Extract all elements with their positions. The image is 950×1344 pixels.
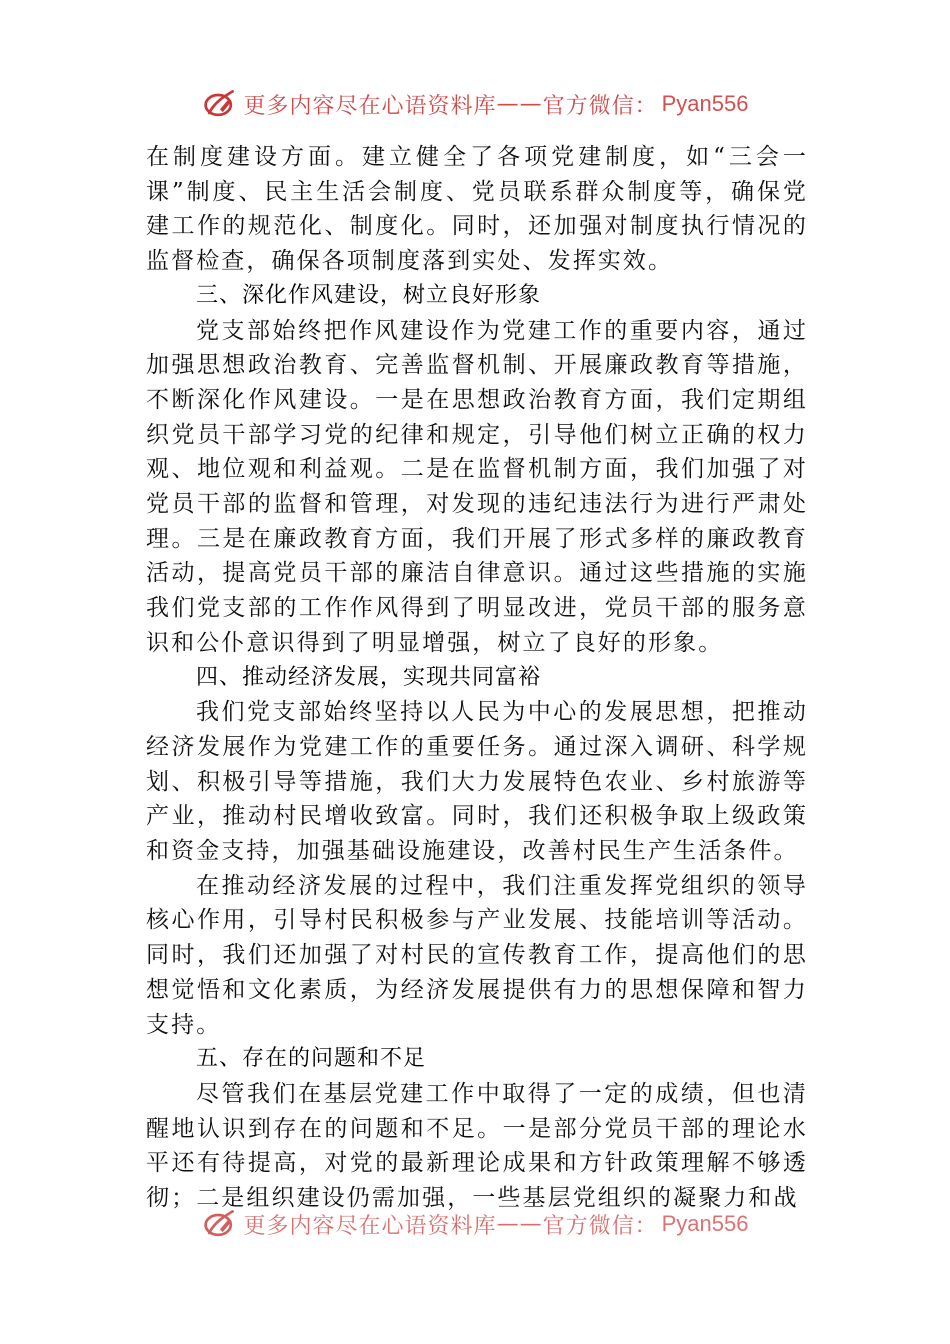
- heading-section-3: 三、深化作风建设，树立良好形象: [196, 282, 542, 308]
- watermark-name: 更多内容尽在心语资料库: [243, 1213, 497, 1239]
- paragraph-economy: 我们党支部始终坚持以人民为中心的发展思想，把推动经济发展作为党建工作的重要任务。通过深入调研、科学规划、积极引导等措施，我们大力发展特色农业、乡村旅游等产业，推动村民增收致富。同时，我们还积极争取上级政策和资金支持，加强基础设施建设，改善村民生产生活条件。: [146, 699, 808, 865]
- watermark-wechat-label: 官方微信：: [542, 93, 658, 119]
- watermark-header: [0, 84, 950, 124]
- watermark-wechat-id: Pyan556: [661, 1211, 749, 1236]
- document-body: [146, 140, 808, 1220]
- watermark-dash: ——: [496, 91, 543, 117]
- watermark-wechat-label: 官方微信：: [542, 1213, 658, 1239]
- watermark-name: 更多内容尽在心语资料库: [243, 93, 497, 119]
- watermark-footer: [0, 1204, 950, 1244]
- heading-section-4: 四、推动经济发展，实现共同富裕: [196, 664, 542, 690]
- watermark-dash: ——: [496, 1211, 543, 1237]
- paragraph-problems: 尽管我们在基层党建工作中取得了一定的成绩，但也清醒地认识到存在的问题和不足。一是部分党员干部的理论水平还有待提高，对党的最新理论成果和方针政策理解不够透彻；二是组织建设仍需加强，一些基层党组织的凝聚力和战: [146, 1080, 808, 1212]
- watermark-wechat-id: Pyan556: [661, 91, 749, 116]
- pen-swirl-logo-icon: [202, 1206, 238, 1242]
- paragraph-work-style: 党支部始终把作风建设作为党建工作的重要内容，通过加强思想政治教育、完善监督机制、开展廉政教育等措施，不断深化作风建设。一是在思想政治教育方面，我们定期组织党员干部学习党的纪律和规定，引导他们树立正确的权力观、地位观和利益观。二是在监督机制方面，我们加强了对党员干部的监督和管理，对发现的违纪违法行为进行严肃处理。三是在廉政教育方面，我们开展了形式多样的廉政教育活动，提高党员干部的廉洁自律意识。通过这些措施的实施我们党支部的工作作风得到了明显改进，党员干部的服务意识和公仆意识得到了明显增强，树立了良好的形象。: [146, 317, 808, 656]
- pen-swirl-logo-icon: [202, 86, 238, 122]
- paragraph-economy-leadership: 在推动经济发展的过程中，我们注重发挥党组织的领导核心作用，引导村民积极参与产业发展、技能培训等活动。同时，我们还加强了对村民的宣传教育工作，提高他们的思想觉悟和文化素质，为经济发展提供有力的思想保障和智力支持。: [146, 872, 808, 1038]
- paragraph-institution: 在制度建设方面。建立健全了各项党建制度，如“三会一课”制度、民主生活会制度、党员联系群众制度等，确保党建工作的规范化、制度化。同时，还加强对制度执行情况的监督检查，确保各项制度落到实处、发挥实效。: [146, 144, 808, 275]
- heading-section-5: 五、存在的问题和不足: [196, 1046, 427, 1072]
